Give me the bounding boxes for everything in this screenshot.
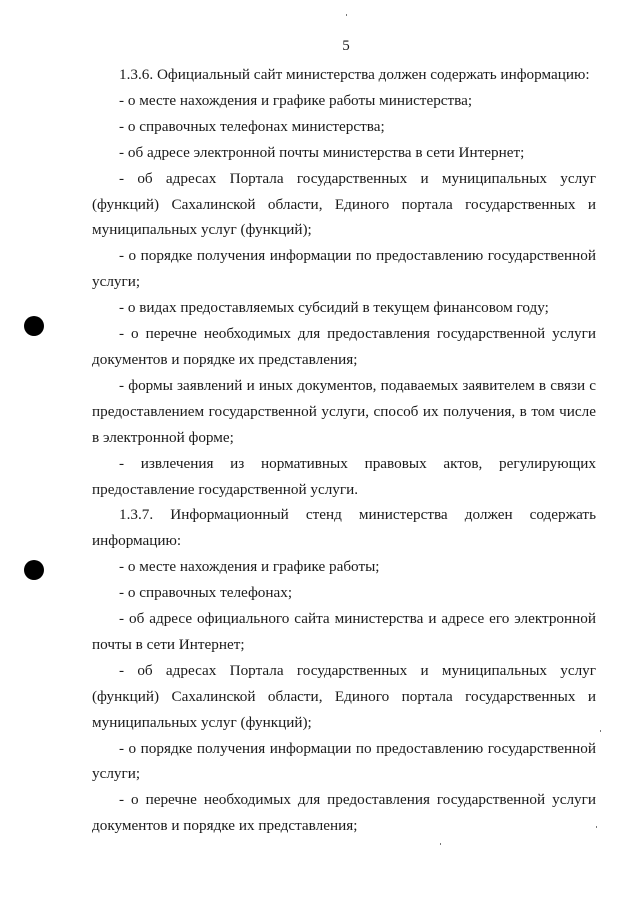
list-item: - об адресе электронной почты министерства в сети Интернет; [119,143,525,161]
list-item: - о порядке получения информации по предоставлению государственной услуги; [92,739,596,783]
list-item: - о месте нахождения и графике работы министерства; [119,91,473,109]
list-item: - о справочных телефонах; [119,584,293,602]
list-item: - о перечне необходимых для предоставления государственной услуги документов и порядке их представления; [92,325,596,368]
section-heading: 1.3.7. Информационный стенд министерства должен содержать информацию: [92,506,596,550]
list-item: - об адресах Портала государственных и муниципальных услуг (функций) Сахалинской области, Единого портала государственных и муниципальных услуг (функций); [92,661,596,731]
list-item: - об адресе официального сайта министерства и адресе его электронной почты в сети Интернет; [92,610,596,653]
punch-hole-upper [24,316,44,336]
list-item: - о месте нахождения и графике работы; [119,558,380,576]
list-item: - о порядке получения информации по предоставлению государственной услуги; [92,247,596,291]
scan-speck [596,826,597,828]
section-heading: 1.3.6. Официальный сайт министерства должен содержать информацию: [119,66,590,83]
list-item: - об адресах Портала государственных и муниципальных услуг (функций) Сахалинской области, Единого портала государственных и муниципальных услуг (функций); [92,169,596,239]
list-item: - о перечне необходимых для предоставления государственной услуги документов и порядке их представления; [92,791,596,835]
list-item: - о видах предоставляемых субсидий в текущем финансовом году; [119,299,549,317]
scan-speck [600,730,601,732]
page-number: 5 [342,38,350,54]
scan-speck [346,14,347,16]
list-item: - формы заявлений и иных документов, подаваемых заявителем в связи с предоставлением государственной услуги, способ их получения, в том числе в электронной форме; [92,376,596,446]
list-item: - о справочных телефонах министерства; [119,117,385,135]
list-item: - извлечения из нормативных правовых актов, регулирующих предоставление государственной услуги. [92,454,596,498]
punch-hole-lower [24,560,44,580]
document-body [92,62,596,839]
scan-speck [440,843,441,845]
